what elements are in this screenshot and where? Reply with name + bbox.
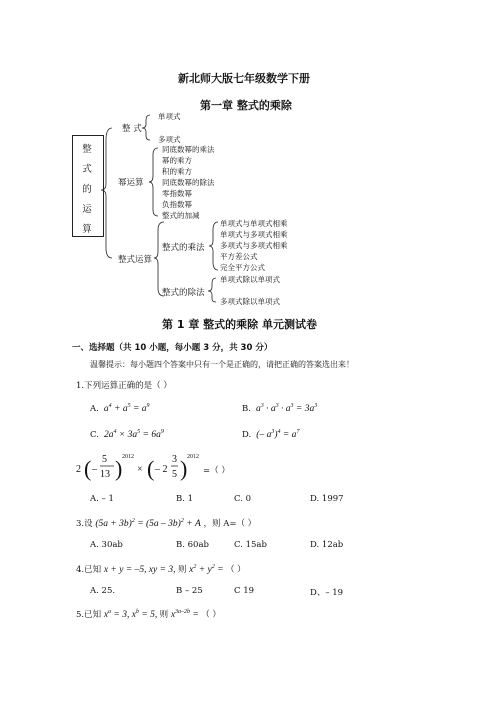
question-5-stem: 5.已知 $x^a = 3$, $x^b = 5$, 则 $x^{3a-2b}$ = （ ） bbox=[76, 608, 221, 620]
question-2-option-a: A. – 1 bbox=[90, 494, 114, 504]
mindmap-chufa-item: 单项式除以单项式 bbox=[220, 275, 280, 284]
question-4-option-d: D、– 19 bbox=[310, 588, 344, 598]
list-item: 单项式与多项式相乘 bbox=[220, 230, 288, 239]
svg-text:×: × bbox=[137, 464, 143, 475]
svg-text:(: ( bbox=[84, 456, 92, 481]
question-1-option-d: D. (– $a^3)^4 = a^7$ bbox=[242, 429, 300, 441]
svg-text:–: – bbox=[92, 464, 97, 475]
question-1-option-c: C. $2a^4 \times 3a^5 = 6a^9$ bbox=[90, 429, 164, 441]
list-item: 同底数幂的除法 bbox=[162, 178, 215, 187]
question-1-stem: 1.下列运算正确的是（ ） bbox=[76, 381, 172, 391]
svg-text:– 2: – 2 bbox=[155, 464, 168, 475]
list-item: 负指数幂 bbox=[162, 200, 192, 209]
svg-text:2012: 2012 bbox=[122, 454, 134, 460]
question-4-option-a: A. 25. bbox=[90, 586, 116, 596]
question-2-option-b: B. 1 bbox=[176, 494, 194, 504]
svg-text:5: 5 bbox=[172, 469, 177, 480]
question-1-option-a: A. $a^4 + a^5 = a^9$ bbox=[90, 403, 150, 415]
list-item: 整式的加减 bbox=[162, 211, 200, 220]
mindmap-chufa-label: 整式的除法 bbox=[162, 288, 205, 298]
section-heading: 一、选择题（共 10 小题，每小题 3 分，共 30 分） bbox=[72, 343, 273, 353]
list-item: 单项式与单项式相乘 bbox=[220, 219, 288, 228]
question-4-option-c: C 19 bbox=[234, 586, 255, 596]
svg-text:(: ( bbox=[147, 456, 155, 481]
list-item: 零指数幂 bbox=[162, 189, 192, 198]
mindmap-chufa-item: 多项式除以单项式 bbox=[220, 297, 280, 306]
question-3-stem: 3.设 $(5a + 3b)^2 = (5a - 3b)^2 + A$ ，则 A=（ ） bbox=[76, 517, 257, 529]
question-1-option-b: B. $a^3 \cdot a^3 \cdot a^3 = 3a^3$ bbox=[242, 403, 318, 415]
mindmap-chengfa-label: 整式的乘法 bbox=[162, 243, 205, 253]
mindmap-zhengshi-item: 多项式 bbox=[158, 135, 181, 144]
question-3-option-c: C. 15ab bbox=[234, 540, 267, 550]
list-item: 完全平方公式 bbox=[220, 263, 265, 272]
svg-text:13: 13 bbox=[100, 469, 110, 480]
svg-text:3: 3 bbox=[172, 454, 177, 465]
svg-text:): ) bbox=[115, 456, 123, 481]
list-item: 幂的乘方 bbox=[162, 156, 192, 165]
question-2-option-c: C. 0 bbox=[234, 494, 252, 504]
chapter-title: 第一章 整式的乘除 bbox=[200, 99, 292, 112]
list-item: 积的乘方 bbox=[162, 167, 192, 176]
question-2-option-d: D. 1997 bbox=[310, 494, 344, 504]
question-3-option-b: B. 60ab bbox=[176, 540, 209, 550]
question-2-tail: =（ ） bbox=[203, 466, 230, 476]
svg-text:): ) bbox=[180, 456, 188, 481]
mindmap-mi-label: 幂运算 bbox=[118, 178, 144, 188]
question-4-stem: 4.已知 x + y = –5, xy = 3, 则 $x^2 + y^2$ = （ ） bbox=[76, 563, 246, 575]
question-3-option-a: A. 30ab bbox=[90, 540, 123, 550]
question-4-option-b: B – 25 bbox=[176, 586, 203, 596]
tip-text: 温馨提示：每小题四个答案中只有一个是正确的，请把正确的答案选出来！ bbox=[90, 360, 354, 369]
mindmap-yunsuan-label: 整式运算 bbox=[118, 255, 153, 265]
test-title: 第 1 章 整式的乘除 单元测试卷 bbox=[162, 318, 317, 331]
svg-text:2012: 2012 bbox=[187, 454, 199, 460]
list-item: 多项式与多项式相乘 bbox=[220, 241, 288, 250]
list-item: 平方差公式 bbox=[220, 252, 258, 261]
svg-text:5: 5 bbox=[102, 454, 107, 465]
list-item: 同底数幂的乘法 bbox=[162, 145, 215, 154]
question-3-option-d: D. 12ab bbox=[310, 540, 344, 550]
svg-text:2: 2 bbox=[76, 464, 81, 475]
mindmap-root-label: 整 式 的 运 算 bbox=[82, 144, 92, 235]
document-title: 新北师大版七年级数学下册 bbox=[178, 72, 310, 85]
mindmap-zhengshi-label: 整 式 bbox=[122, 124, 142, 134]
mindmap-zhengshi-item: 单项式 bbox=[158, 112, 181, 121]
